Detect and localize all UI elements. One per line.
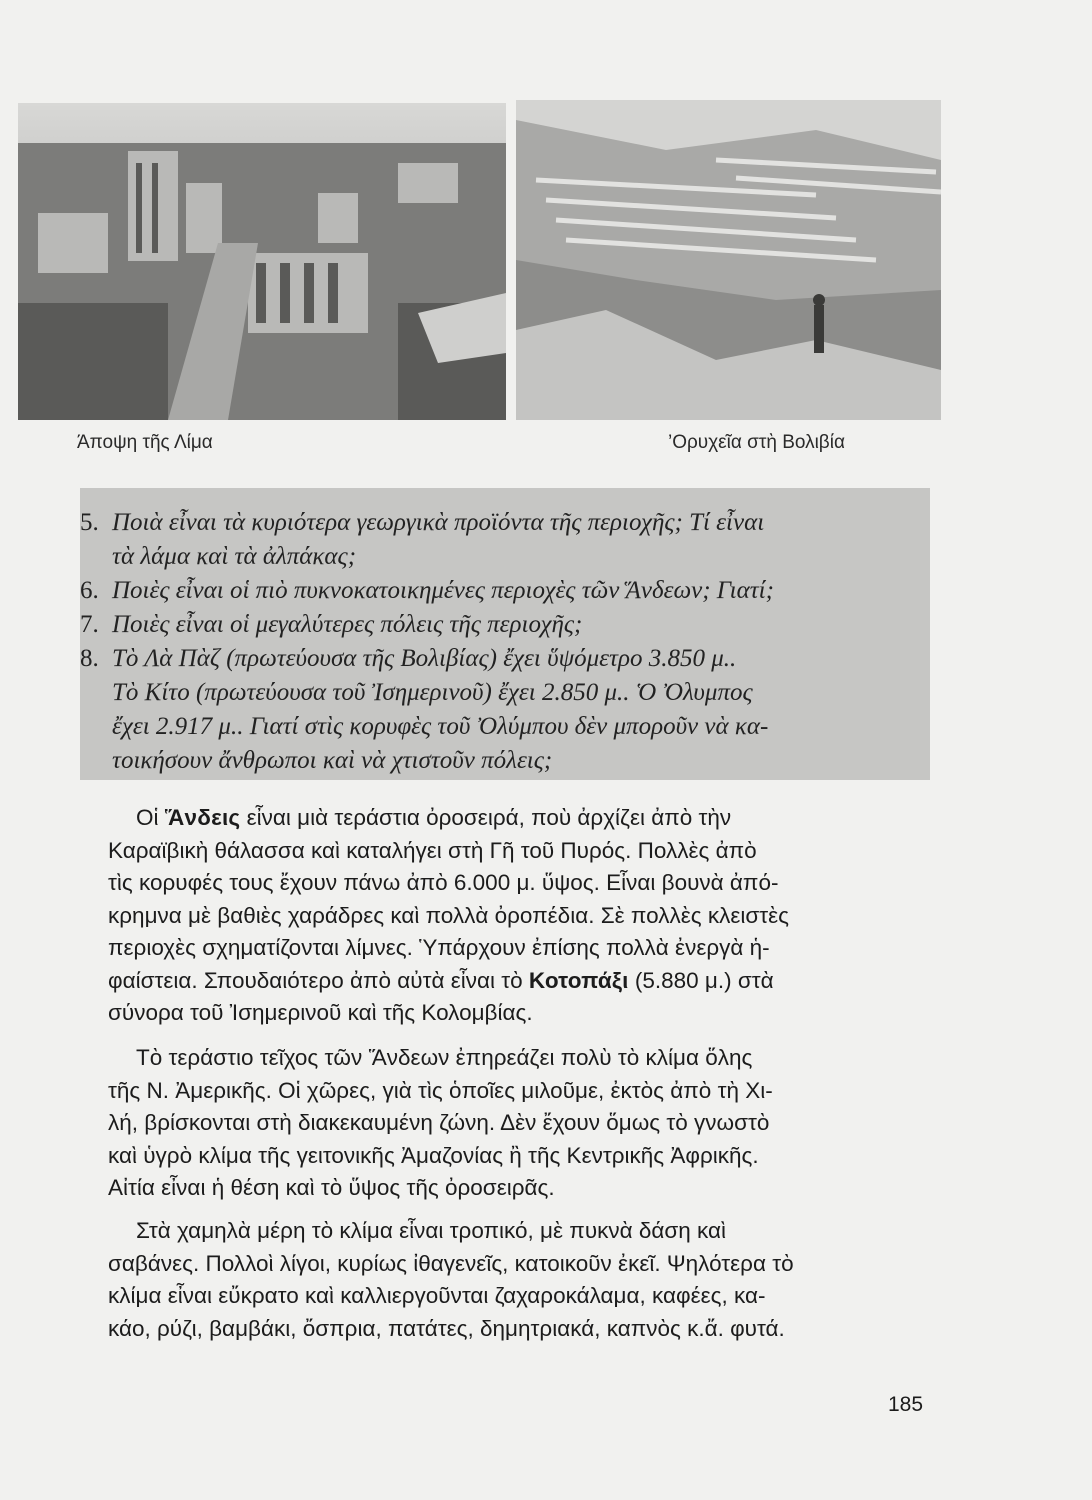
question-text-line: Ποιὰ εἶναι τὰ κυριότερα γεωργικὰ προϊόντα τῆς περιοχῆς; Τί εἶναι [112, 509, 765, 536]
question-number: 5. [80, 509, 99, 536]
paragraph-line: σύνορα τοῦ Ἰσημερινοῦ καὶ τῆς Κολομβίας. [108, 1000, 533, 1025]
question-text-line: Τὸ Κίτο (πρωτεύουσα τοῦ Ἰσημερινοῦ) ἔχει 2.850 μ.. Ὁ Ὀλυμπος [112, 679, 753, 706]
paragraph-line: Καραϊβικὴ θάλασσα καὶ καταλήγει στὴ Γῆ τοῦ Πυρός. Πολλὲς ἀπὸ [108, 837, 757, 863]
paragraph-line: Αἰτία εἶναι ἡ θέση καὶ τὸ ὕψος τῆς ὀροσειρᾶς. [108, 1175, 555, 1200]
paragraph-line: Στὰ χαμηλὰ μέρη τὸ κλίμα εἶναι τροπικό, μὲ πυκνὰ δάση καὶ [136, 1218, 727, 1243]
paragraph-line: κάο, ρύζι, βαμβάκι, ὄσπρια, πατάτες, δημητριακά, καπνὸς κ.ἄ. φυτά. [108, 1315, 785, 1341]
paragraph-line: κλίμα εἶναι εὔκρατο καὶ καλλιεργοῦνται ζαχαροκάλαμα, καφέες, κα- [108, 1283, 766, 1308]
paragraph-andes [108, 802, 926, 1030]
city-skyline-image [18, 103, 506, 420]
question-8 [80, 642, 932, 778]
paragraph-line: περιοχὲς σχηματίζονται λίμνες. Ὑπάρχουν ἐπίσης πολλὰ ἐνεργὰ ἡ- [108, 935, 770, 960]
paragraph-line: φαίστεια. Σπουδαιότερο ἀπὸ αὐτὰ εἶναι τὸ Κοτοπάξι (5.880 μ.) στὰ [108, 967, 774, 993]
paragraph-line: τῆς Ν. Ἀμερικῆς. Οἱ χῶρες, γιὰ τὶς ὁποῖες μιλοῦμε, ἐκτὸς ἀπὸ τὴ Χι- [108, 1077, 773, 1103]
page-number: 185 [888, 1393, 924, 1416]
paragraph-line: καὶ ὑγρὸ κλίμα τῆς γειτονικῆς Ἀμαζονίας ἢ τῆς Κεντρικῆς Ἀφρικῆς. [108, 1142, 759, 1168]
question-5 [80, 506, 932, 574]
photo-bolivia-mines [516, 100, 941, 420]
question-text-line: Ποιὲς εἶναι οἱ πιὸ πυκνοκατοικημένες περιοχὲς τῶν Ἅνδεων; Γιατί; [112, 577, 774, 604]
caption-bolivia: ’Ορυχεῖα στὴ Βολιβία [668, 432, 845, 453]
question-6 [80, 574, 932, 608]
paragraph-line: κρημνα μὲ βαθιὲς χαράδρες καὶ πολλὰ ὀροπέδια. Σὲ πολλὲς κλειστὲς [108, 902, 789, 928]
question-number: 8. [80, 645, 99, 672]
question-text-line: τὰ λάμα καὶ τὰ ἀλπάκας; [112, 543, 357, 570]
term-andes: Ἅνδεις [164, 805, 241, 830]
term-cotopaxi: Κοτοπάξι [528, 967, 629, 993]
question-text-line: Ποιὲς εἶναι οἱ μεγαλύτερες πόλεις τῆς περιοχῆς; [112, 611, 583, 638]
question-text-line: τοικήσουν ἄνθρωποι καὶ νὰ χτιστοῦν πόλεις; [112, 747, 553, 774]
photo-lima-aerial-view [18, 103, 506, 420]
question-number: 7. [80, 611, 99, 638]
paragraph-lowlands [108, 1215, 926, 1345]
question-text-line: Τὸ Λὰ Πὰζ (πρωτεύουσα τῆς Βολιβίας) ἔχει ὕψόμετρο 3.850 μ.. [112, 645, 737, 672]
paragraph-line: Οἱ Ἅνδεις εἶναι μιὰ τεράστια ὀροσειρά, ποὺ ἀρχίζει ἀπὸ τὴν [136, 805, 732, 830]
paragraph-line: λή, βρίσκονται στὴ διακεκαυμένη ζώνη. Δὲν ἔχουν ὅμως τὸ γνωστὸ [108, 1110, 770, 1135]
question-text-line: ἔχει 2.917 μ.. Γιατί στὶς κορυφὲς τοῦ Ὀλύμπου δὲν μποροῦν νὰ κα- [112, 713, 769, 740]
person-figure [814, 305, 824, 353]
paragraph-line: Τὸ τεράστιο τεῖχος τῶν Ἅνδεων ἐπηρεάζει πολὺ τὸ κλίμα ὅλης [136, 1045, 753, 1070]
caption-lima: Άποψη τῆς Λίμα [77, 432, 213, 453]
question-number: 6. [80, 577, 99, 604]
paragraph-climate [108, 1042, 926, 1205]
question-7 [80, 608, 932, 642]
mine-landscape-image [516, 100, 941, 420]
paragraph-line: τὶς κορυφές τους ἔχουν πάνω ἀπὸ 6.000 μ. ὕψος. Εἶναι βουνὰ ἀπό- [108, 870, 779, 895]
paragraph-line: σαβάνες. Πολλοὶ λίγοι, κυρίως ἰθαγενεῖς, κατοικοῦν ἐκεῖ. Ψηλότερα τὸ [108, 1250, 794, 1276]
